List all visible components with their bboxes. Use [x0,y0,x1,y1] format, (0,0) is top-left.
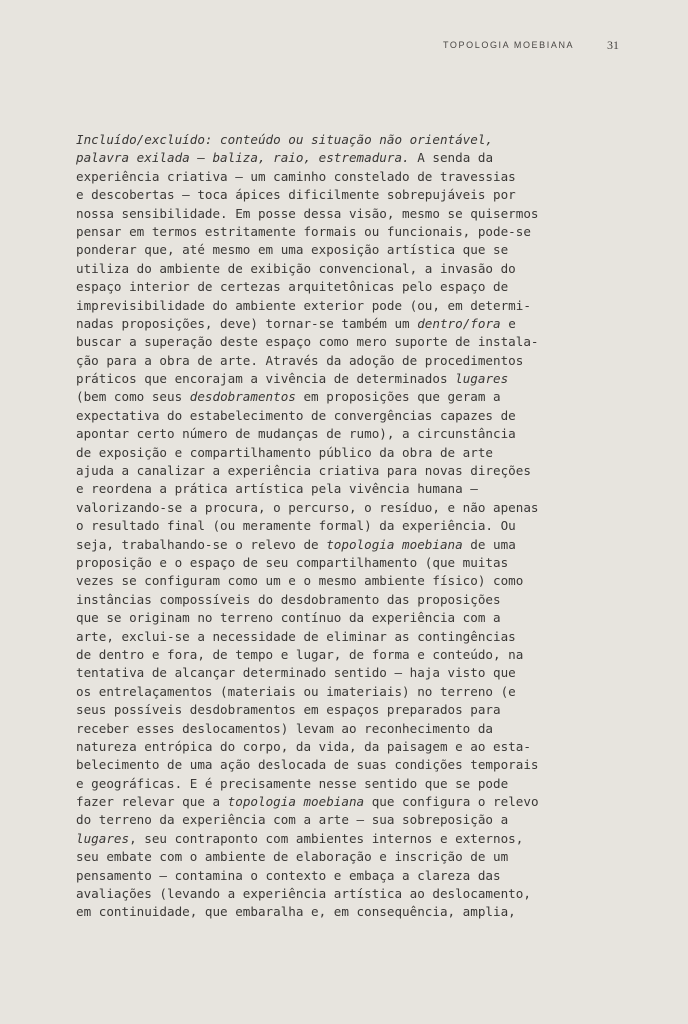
text-line [76,499,556,517]
text-line [76,867,556,885]
text-segment: práticos que encorajam a vivência de determinados [76,371,456,387]
text-line [76,241,556,259]
text-line [76,260,556,278]
text-segment: fazer relevar que a [76,794,228,810]
text-line [76,830,556,848]
text-segment: em proposições que geram a [295,389,501,405]
text-line [76,793,556,811]
text-line [76,444,556,462]
text-line [76,848,556,866]
text-line [76,572,556,590]
text-line [76,168,556,186]
italic-text-segment: Incluído/excluído: conteúdo ou situação não orientável, [76,132,494,147]
text-segment: utiliza do ambiente de exibição convencional, a invasão do [76,260,516,276]
running-title: TOPOLOGIA MOEBIANA [443,40,575,50]
text-line [76,131,556,149]
text-line [76,701,556,719]
text-segment: vezes se configuram como um e o mesmo ambiente físico) como [76,573,524,589]
text-line [76,425,556,443]
text-segment: (bem como seus [76,389,190,405]
text-line [76,646,556,664]
text-segment: valorizando-se a procura, o percurso, o resíduo, e não apenas [76,499,539,515]
text-segment: os entrelaçamentos (materiais ou imateriais) no terreno (e [76,683,516,699]
italic-text-segment: topologia moebiana [227,794,365,810]
text-segment: nossa sensibilidade. Em posse dessa visão, mesmo se quisermos [76,205,539,221]
text-segment: apontar certo número de mudanças de rumo), a circunstância [76,426,516,442]
text-segment: e descobertas – toca ápices dificilmente sobrepujáveis por [76,187,516,203]
text-segment: do terreno da experiência com a arte – sua sobreposição a [76,812,509,828]
text-segment: que se originam no terreno contínuo da experiência com a [76,610,501,626]
text-segment: ponderar que, até mesmo em uma exposição artística que se [76,242,509,258]
text-segment: avaliações (levando a experiência artística ao deslocamento, [76,886,531,902]
text-segment: de dentro e fora, de tempo e lugar, de forma e conteúdo, na [76,646,524,662]
text-segment: de uma [462,536,516,552]
text-line [76,664,556,682]
italic-text-segment: lugares [455,371,509,387]
text-segment: espaço interior de certezas arquitetônicas pelo espaço de [76,279,509,295]
text-line [76,885,556,903]
italic-text-segment: lugares [76,830,130,846]
text-segment: , seu contraponto com ambientes internos e externos, [129,830,524,846]
body-paragraph [76,131,556,922]
text-segment: e reordena a prática artística pela vivência humana – [76,481,478,497]
text-segment: e [500,315,516,331]
text-line [76,738,556,756]
text-segment: proposição e o espaço de seu compartilhamento (que muitas [76,554,509,570]
italic-text-segment: dentro/fora [417,315,501,331]
text-line [76,554,556,572]
text-line [76,462,556,480]
text-line [76,297,556,315]
text-line [76,370,556,388]
page-number: 31 [607,38,619,52]
text-segment: seja, trabalhando-se o relevo de [76,536,327,552]
italic-text-segment: palavra exilada – baliza, raio, estremadura. [76,150,410,166]
text-segment: arte, exclui-se a necessidade de eliminar as contingências [76,628,516,644]
text-line [76,628,556,646]
text-segment: tentativa de alcançar determinado sentido – haja visto que [76,665,516,681]
text-segment: expectativa do estabelecimento de convergências capazes de [76,407,516,423]
page-header [0,38,688,54]
text-line [76,903,556,921]
text-segment: instâncias compossíveis do desdobramento das proposições [76,591,501,607]
text-segment: pensar em termos estritamente formais ou funcionais, pode-se [76,223,531,239]
text-segment: em continuidade, que embaralha e, em consequência, amplia, [76,904,516,920]
text-line [76,352,556,370]
text-segment: de exposição e compartilhamento público da obra de arte [76,444,494,460]
text-line [76,536,556,554]
text-line [76,223,556,241]
text-segment: e geográficas. E é precisamente nesse sentido que se pode [76,775,509,791]
text-line [76,407,556,425]
text-segment: seu embate com o ambiente de elaboração e inscrição de um [76,849,509,865]
text-segment: natureza entrópica do corpo, da vida, da paisagem e ao esta- [76,738,531,754]
text-segment: pensamento – contamina o contexto e embaça a clareza das [76,867,501,883]
text-segment: que configura o relevo [364,794,539,810]
text-segment: A senda da [409,150,494,166]
italic-text-segment: desdobramentos [189,389,296,405]
text-line [76,591,556,609]
italic-text-segment: topologia moebiana [326,536,463,552]
text-segment: o resultado final (ou meramente formal) da experiência. Ou [76,518,516,534]
text-segment: belecimento de uma ação deslocada de suas condições temporais [76,757,539,773]
text-line [76,756,556,774]
text-segment: experiência criativa – um caminho constelado de travessias [76,168,516,184]
text-line [76,388,556,406]
text-segment: buscar a superação deste espaço como mero suporte de instala- [76,334,539,350]
text-line [76,278,556,296]
text-line [76,609,556,627]
text-line [76,775,556,793]
text-line [76,517,556,535]
text-line [76,205,556,223]
text-segment: imprevisibilidade do ambiente exterior pode (ou, em determi- [76,297,531,313]
text-segment: receber esses deslocamentos) levam ao reconhecimento da [76,720,494,736]
text-line [76,333,556,351]
text-line [76,683,556,701]
text-segment: ção para a obra de arte. Através da adoção de procedimentos [76,352,524,368]
text-line [76,811,556,829]
text-segment: ajuda a canalizar a experiência criativa para novas direções [76,463,531,479]
text-line [76,315,556,333]
text-line [76,149,556,167]
text-line [76,186,556,204]
text-segment: nadas proposições, deve) tornar-se também um [76,315,418,331]
text-line [76,720,556,738]
text-line [76,480,556,498]
text-segment: seus possíveis desdobramentos em espaços preparados para [76,702,501,718]
